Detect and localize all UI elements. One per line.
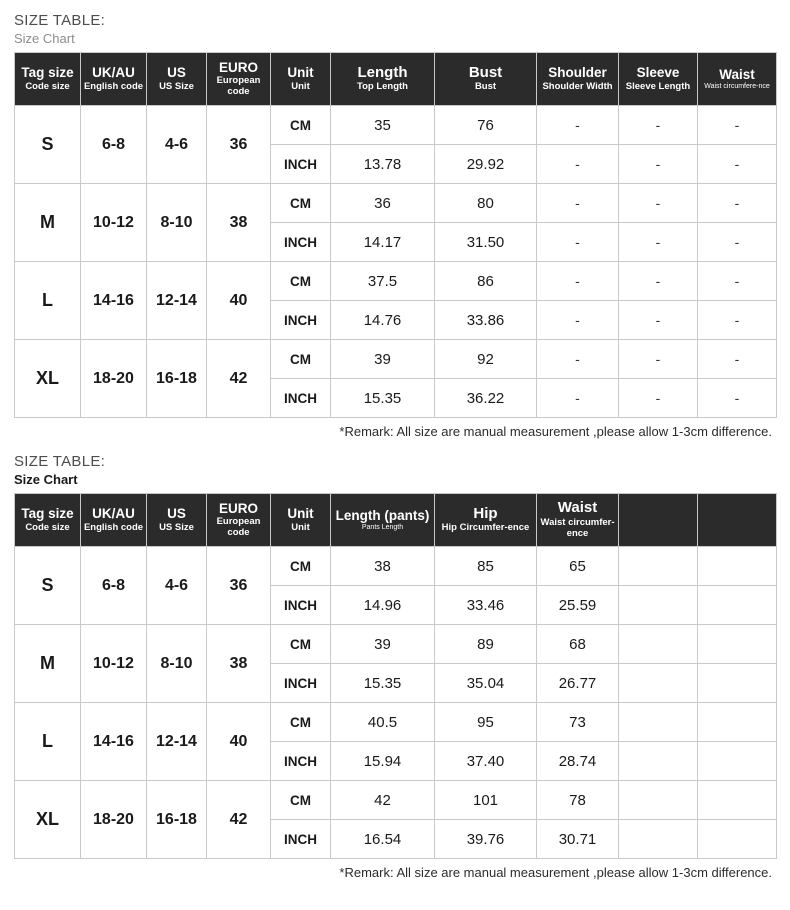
column-header-us bbox=[147, 494, 207, 547]
cell-blank-1 bbox=[619, 781, 698, 820]
header-main: Unit bbox=[287, 65, 314, 81]
cell-blank-1 bbox=[619, 820, 698, 859]
cell-tag-size: S bbox=[15, 106, 81, 184]
cell-bust: 92 bbox=[435, 340, 537, 379]
cell-length-pants: 40.5 bbox=[331, 703, 435, 742]
cell-unit: CM bbox=[271, 106, 331, 145]
cell-waist: - bbox=[698, 145, 777, 184]
cell-waist: 73 bbox=[537, 703, 619, 742]
cell-blank-2 bbox=[698, 586, 777, 625]
cell-waist: 68 bbox=[537, 625, 619, 664]
header-main: UK/AU bbox=[92, 506, 135, 522]
cell-waist: - bbox=[698, 379, 777, 418]
cell-length-pants: 16.54 bbox=[331, 820, 435, 859]
header-main: Shoulder bbox=[548, 65, 607, 81]
cell-waist: - bbox=[698, 340, 777, 379]
cell-uk-au: 18-20 bbox=[81, 340, 147, 418]
cell-hip: 35.04 bbox=[435, 664, 537, 703]
cell-hip: 37.40 bbox=[435, 742, 537, 781]
column-header-waist bbox=[537, 494, 619, 547]
table-row bbox=[15, 184, 777, 223]
cell-bust: 80 bbox=[435, 184, 537, 223]
cell-shoulder: - bbox=[537, 223, 619, 262]
cell-unit: INCH bbox=[271, 820, 331, 859]
cell-bust: 33.86 bbox=[435, 301, 537, 340]
header-sub: Bust bbox=[474, 81, 497, 93]
column-header-unit bbox=[271, 53, 331, 106]
cell-unit: INCH bbox=[271, 742, 331, 781]
header-sub: Waist circumfer-ence bbox=[540, 516, 615, 539]
size-table-title-bottom: SIZE TABLE: bbox=[14, 453, 106, 470]
cell-hip: 89 bbox=[435, 625, 537, 664]
cell-length: 36 bbox=[331, 184, 435, 223]
cell-uk-au: 10-12 bbox=[81, 184, 147, 262]
cell-hip: 33.46 bbox=[435, 586, 537, 625]
column-header-length bbox=[331, 53, 435, 106]
cell-blank-2 bbox=[698, 742, 777, 781]
cell-euro: 42 bbox=[207, 781, 271, 859]
header-sub: English code bbox=[83, 80, 144, 92]
column-header-blank-1 bbox=[619, 494, 698, 547]
cell-waist: 25.59 bbox=[537, 586, 619, 625]
cell-uk-au: 6-8 bbox=[81, 547, 147, 625]
header-main: Waist bbox=[557, 499, 598, 517]
table-row bbox=[15, 262, 777, 301]
cell-euro: 40 bbox=[207, 703, 271, 781]
cell-length: 35 bbox=[331, 106, 435, 145]
header-sub: Sleeve Length bbox=[625, 80, 691, 92]
size-table-top bbox=[14, 52, 777, 418]
cell-bust: 31.50 bbox=[435, 223, 537, 262]
cell-uk-au: 18-20 bbox=[81, 781, 147, 859]
table-row bbox=[15, 703, 777, 742]
column-header-tag-size bbox=[15, 53, 81, 106]
cell-blank-2 bbox=[698, 625, 777, 664]
column-header-waist bbox=[698, 53, 777, 106]
cell-euro: 42 bbox=[207, 340, 271, 418]
cell-us: 12-14 bbox=[147, 703, 207, 781]
header-main: Hip bbox=[473, 504, 498, 522]
cell-tag-size: L bbox=[15, 262, 81, 340]
cell-us: 4-6 bbox=[147, 547, 207, 625]
cell-euro: 36 bbox=[207, 106, 271, 184]
cell-tag-size: M bbox=[15, 625, 81, 703]
table-row bbox=[15, 547, 777, 586]
cell-shoulder: - bbox=[537, 379, 619, 418]
header-sub: Top Length bbox=[356, 81, 408, 93]
header-sub: Code size bbox=[25, 521, 70, 533]
cell-bust: 36.22 bbox=[435, 379, 537, 418]
column-header-uk-au bbox=[81, 494, 147, 547]
cell-hip: 101 bbox=[435, 781, 537, 820]
table-row bbox=[15, 781, 777, 820]
column-header-euro bbox=[207, 53, 271, 106]
cell-sleeve: - bbox=[619, 301, 698, 340]
cell-us: 8-10 bbox=[147, 625, 207, 703]
cell-blank-2 bbox=[698, 664, 777, 703]
header-main: EURO bbox=[218, 501, 258, 517]
cell-uk-au: 6-8 bbox=[81, 106, 147, 184]
remark-top: *Remark: All size are manual measurement ,please allow 1-3cm difference. bbox=[339, 424, 772, 439]
cell-waist: - bbox=[698, 184, 777, 223]
cell-waist: 65 bbox=[537, 547, 619, 586]
cell-length: 15.35 bbox=[331, 379, 435, 418]
header-sub: Code size bbox=[25, 80, 70, 92]
cell-sleeve: - bbox=[619, 106, 698, 145]
cell-length: 14.76 bbox=[331, 301, 435, 340]
cell-hip: 95 bbox=[435, 703, 537, 742]
cell-sleeve: - bbox=[619, 262, 698, 301]
cell-uk-au: 14-16 bbox=[81, 703, 147, 781]
cell-us: 16-18 bbox=[147, 340, 207, 418]
cell-blank-1 bbox=[619, 742, 698, 781]
cell-uk-au: 10-12 bbox=[81, 625, 147, 703]
header-sub: Waist circumfere-nce bbox=[704, 83, 770, 91]
column-header-blank-2 bbox=[698, 494, 777, 547]
column-header-sleeve bbox=[619, 53, 698, 106]
table-row bbox=[15, 106, 777, 145]
cell-unit: CM bbox=[271, 781, 331, 820]
cell-euro: 38 bbox=[207, 625, 271, 703]
cell-sleeve: - bbox=[619, 340, 698, 379]
cell-euro: 40 bbox=[207, 262, 271, 340]
header-sub: Shoulder Width bbox=[542, 80, 613, 92]
cell-unit: CM bbox=[271, 262, 331, 301]
cell-hip: 85 bbox=[435, 547, 537, 586]
cell-tag-size: XL bbox=[15, 340, 81, 418]
cell-shoulder: - bbox=[537, 184, 619, 223]
cell-shoulder: - bbox=[537, 262, 619, 301]
cell-us: 16-18 bbox=[147, 781, 207, 859]
cell-length-pants: 15.35 bbox=[331, 664, 435, 703]
cell-blank-2 bbox=[698, 781, 777, 820]
cell-blank-1 bbox=[619, 586, 698, 625]
cell-length: 37.5 bbox=[331, 262, 435, 301]
header-sub: Unit bbox=[291, 521, 310, 533]
size-table-block-bottom bbox=[14, 453, 776, 880]
table-row bbox=[15, 625, 777, 664]
header-main: US bbox=[167, 65, 186, 81]
cell-euro: 36 bbox=[207, 547, 271, 625]
cell-unit: INCH bbox=[271, 664, 331, 703]
cell-waist: - bbox=[698, 106, 777, 145]
size-table-block-top bbox=[14, 12, 776, 439]
cell-length-pants: 42 bbox=[331, 781, 435, 820]
header-main: Length bbox=[357, 63, 408, 81]
column-header-bust bbox=[435, 53, 537, 106]
cell-us: 8-10 bbox=[147, 184, 207, 262]
header-main: Tag size bbox=[21, 506, 74, 522]
cell-unit: INCH bbox=[271, 145, 331, 184]
cell-bust: 86 bbox=[435, 262, 537, 301]
column-header-hip bbox=[435, 494, 537, 547]
cell-unit: INCH bbox=[271, 379, 331, 418]
column-header-uk-au bbox=[81, 53, 147, 106]
header-sub: Hip Circumfer-ence bbox=[441, 522, 530, 534]
column-header-length-pants bbox=[331, 494, 435, 547]
cell-unit: CM bbox=[271, 547, 331, 586]
table-header-row bbox=[15, 53, 777, 106]
cell-length-pants: 39 bbox=[331, 625, 435, 664]
column-header-us bbox=[147, 53, 207, 106]
column-header-shoulder bbox=[537, 53, 619, 106]
cell-sleeve: - bbox=[619, 223, 698, 262]
cell-sleeve: - bbox=[619, 379, 698, 418]
cell-waist: - bbox=[698, 223, 777, 262]
cell-shoulder: - bbox=[537, 340, 619, 379]
cell-tag-size: XL bbox=[15, 781, 81, 859]
cell-length-pants: 38 bbox=[331, 547, 435, 586]
header-main: Waist bbox=[719, 66, 755, 82]
cell-tag-size: M bbox=[15, 184, 81, 262]
table-row bbox=[15, 340, 777, 379]
cell-blank-1 bbox=[619, 664, 698, 703]
cell-shoulder: - bbox=[537, 145, 619, 184]
header-sub: US Size bbox=[159, 521, 194, 533]
header-sub: European code bbox=[216, 75, 261, 98]
cell-shoulder: - bbox=[537, 301, 619, 340]
header-sub: European code bbox=[216, 516, 261, 539]
column-header-tag-size bbox=[15, 494, 81, 547]
header-main: UK/AU bbox=[92, 65, 135, 81]
cell-length: 14.17 bbox=[331, 223, 435, 262]
cell-us: 4-6 bbox=[147, 106, 207, 184]
size-table-bottom bbox=[14, 493, 777, 859]
cell-blank-1 bbox=[619, 703, 698, 742]
remark-bottom: *Remark: All size are manual measurement ,please allow 1-3cm difference. bbox=[339, 865, 772, 880]
cell-unit: INCH bbox=[271, 223, 331, 262]
cell-waist: 28.74 bbox=[537, 742, 619, 781]
cell-blank-1 bbox=[619, 547, 698, 586]
cell-waist: 30.71 bbox=[537, 820, 619, 859]
column-header-euro bbox=[207, 494, 271, 547]
cell-blank-1 bbox=[619, 625, 698, 664]
cell-length: 39 bbox=[331, 340, 435, 379]
cell-length-pants: 15.94 bbox=[331, 742, 435, 781]
cell-waist: - bbox=[698, 301, 777, 340]
cell-sleeve: - bbox=[619, 184, 698, 223]
cell-bust: 29.92 bbox=[435, 145, 537, 184]
cell-unit: CM bbox=[271, 340, 331, 379]
header-sub: English code bbox=[83, 521, 144, 533]
size-chart-subtitle-top: Size Chart bbox=[14, 31, 75, 46]
header-main: Unit bbox=[287, 506, 314, 522]
table-header-row bbox=[15, 494, 777, 547]
header-sub: US Size bbox=[159, 80, 194, 92]
size-table-title-top: SIZE TABLE: bbox=[14, 12, 106, 29]
cell-unit: INCH bbox=[271, 586, 331, 625]
cell-uk-au: 14-16 bbox=[81, 262, 147, 340]
cell-blank-2 bbox=[698, 703, 777, 742]
header-main: Bust bbox=[468, 63, 503, 81]
size-chart-subtitle-bottom: Size Chart bbox=[14, 472, 78, 487]
header-main: EURO bbox=[218, 60, 258, 76]
cell-tag-size: L bbox=[15, 703, 81, 781]
header-main: Sleeve bbox=[636, 65, 680, 81]
cell-unit: CM bbox=[271, 184, 331, 223]
cell-shoulder: - bbox=[537, 106, 619, 145]
cell-length: 13.78 bbox=[331, 145, 435, 184]
cell-unit: CM bbox=[271, 625, 331, 664]
header-main: Tag size bbox=[21, 65, 74, 81]
cell-blank-2 bbox=[698, 820, 777, 859]
cell-unit: CM bbox=[271, 703, 331, 742]
header-sub: Pants Length bbox=[361, 524, 404, 532]
cell-waist: - bbox=[698, 262, 777, 301]
header-main: US bbox=[167, 506, 186, 522]
header-sub: Unit bbox=[291, 80, 310, 92]
cell-blank-2 bbox=[698, 547, 777, 586]
cell-sleeve: - bbox=[619, 145, 698, 184]
column-header-unit bbox=[271, 494, 331, 547]
cell-us: 12-14 bbox=[147, 262, 207, 340]
cell-euro: 38 bbox=[207, 184, 271, 262]
cell-waist: 78 bbox=[537, 781, 619, 820]
header-main: Length (pants) bbox=[335, 507, 430, 523]
cell-hip: 39.76 bbox=[435, 820, 537, 859]
cell-unit: INCH bbox=[271, 301, 331, 340]
cell-length-pants: 14.96 bbox=[331, 586, 435, 625]
cell-bust: 76 bbox=[435, 106, 537, 145]
cell-waist: 26.77 bbox=[537, 664, 619, 703]
cell-tag-size: S bbox=[15, 547, 81, 625]
